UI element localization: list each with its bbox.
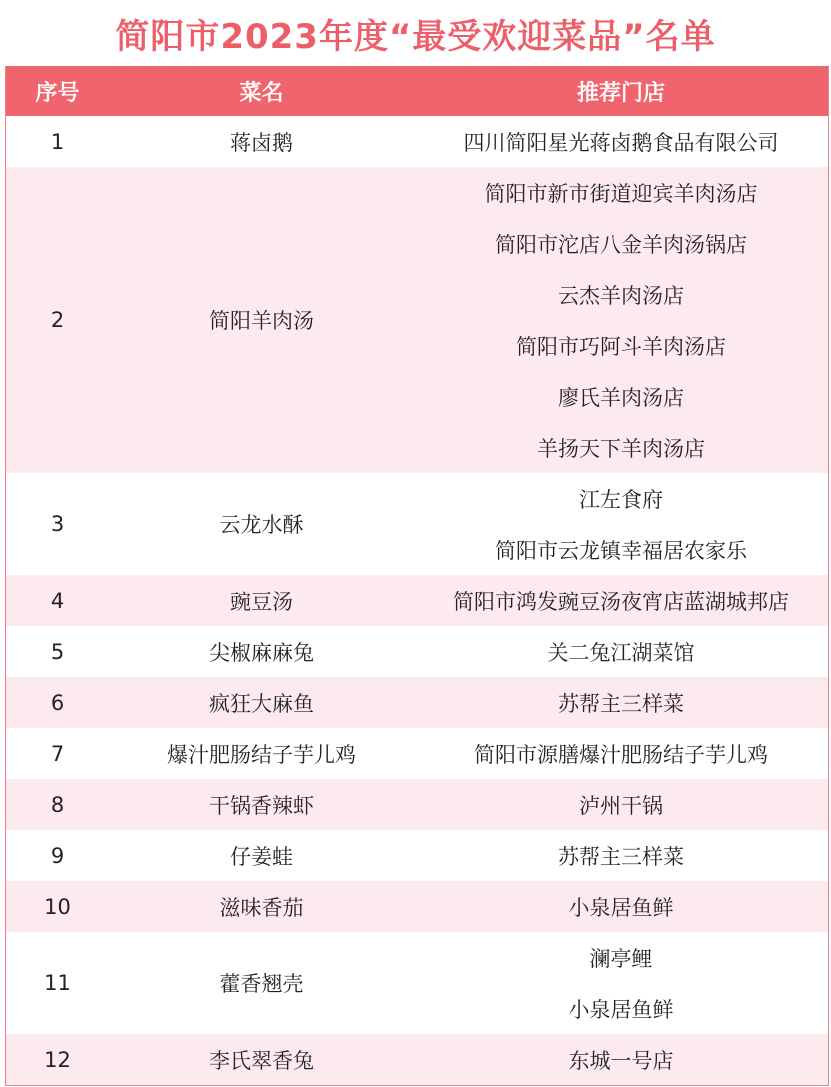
row-stores	[414, 575, 828, 626]
table-row	[6, 932, 828, 1034]
row-stores	[414, 626, 828, 677]
row-stores	[414, 167, 828, 473]
table-row	[6, 116, 828, 167]
row-dish-name: 滋味香茄	[219, 895, 304, 920]
store-name: 羊扬天下羊肉汤店	[537, 436, 705, 461]
store-name: 云杰羊肉汤店	[558, 283, 684, 308]
row-stores	[414, 116, 828, 167]
row-index: 12	[44, 1047, 71, 1072]
header-dish: 菜名	[239, 80, 284, 106]
row-stores	[414, 830, 828, 881]
table-row	[6, 167, 828, 473]
store-name: 泸州干锅	[579, 793, 663, 818]
table-row	[6, 626, 828, 677]
store-name: 江左食府	[579, 487, 663, 512]
store-name: 简阳市鸿发豌豆汤夜宵店蓝湖城邦店	[453, 589, 789, 614]
row-stores	[414, 677, 828, 728]
store-name: 苏帮主三样菜	[558, 844, 684, 869]
dish-table	[5, 66, 829, 1086]
table-row	[6, 728, 828, 779]
row-index: 5	[50, 639, 65, 664]
store-name: 简阳市云龙镇幸福居农家乐	[495, 538, 747, 563]
row-stores	[414, 1034, 828, 1085]
table-row	[6, 1034, 828, 1085]
row-stores	[414, 473, 828, 575]
row-dish-name: 藿香翘壳	[219, 972, 304, 996]
row-index: 2	[50, 308, 65, 332]
table-row	[6, 677, 828, 728]
table-row	[6, 881, 828, 932]
row-dish-name: 蒋卤鹅	[230, 130, 293, 155]
store-name: 四川简阳星光蒋卤鹅食品有限公司	[463, 130, 779, 155]
row-index: 9	[50, 843, 65, 868]
row-index: 6	[50, 690, 65, 715]
row-index: 11	[44, 971, 71, 995]
row-index: 8	[50, 792, 65, 817]
table-body	[6, 116, 828, 1085]
row-dish-name: 云龙水酥	[219, 513, 304, 537]
row-dish-name: 简阳羊肉汤	[209, 309, 314, 333]
table-row	[6, 830, 828, 881]
table-row	[6, 779, 828, 830]
row-index: 7	[50, 741, 65, 766]
row-dish-name: 尖椒麻麻兔	[209, 640, 314, 665]
row-dish-name: 爆汁肥肠结子芋儿鸡	[167, 742, 356, 767]
store-name: 小泉居鱼鲜	[568, 997, 674, 1022]
store-name: 小泉居鱼鲜	[568, 895, 674, 920]
row-index: 3	[50, 512, 65, 536]
header-index: 序号	[35, 80, 80, 106]
store-name: 东城一号店	[568, 1048, 674, 1073]
store-name: 关二兔江湖菜馆	[547, 640, 695, 665]
row-dish-name: 疯狂大麻鱼	[209, 691, 314, 716]
store-name: 简阳市沱店八金羊肉汤锅店	[495, 232, 747, 257]
row-dish-name: 李氏翠香兔	[209, 1048, 314, 1073]
table-header	[6, 66, 828, 116]
row-dish-name: 仔姜蛙	[230, 844, 293, 869]
store-name: 澜亭鲤	[589, 946, 653, 971]
store-name: 简阳市源膳爆汁肥肠结子芋儿鸡	[474, 742, 768, 767]
store-name: 简阳市巧阿斗羊肉汤店	[516, 334, 726, 359]
row-stores	[414, 779, 828, 830]
store-name: 苏帮主三样菜	[558, 691, 684, 716]
row-stores	[414, 932, 828, 1034]
page-title: 简阳市2023年度“最受欢迎菜品”名单	[115, 16, 716, 57]
store-name: 简阳市新市街道迎宾羊肉汤店	[484, 181, 758, 206]
row-dish-name: 干锅香辣虾	[209, 793, 314, 818]
store-name: 廖氏羊肉汤店	[558, 385, 684, 410]
table-row	[6, 575, 828, 626]
row-index: 1	[50, 129, 65, 154]
row-index: 10	[44, 894, 71, 919]
table-row	[6, 473, 828, 575]
row-index: 4	[50, 588, 65, 613]
row-dish-name: 豌豆汤	[230, 589, 293, 614]
header-stores: 推荐门店	[576, 80, 665, 106]
row-stores	[414, 881, 828, 932]
row-stores	[414, 728, 828, 779]
